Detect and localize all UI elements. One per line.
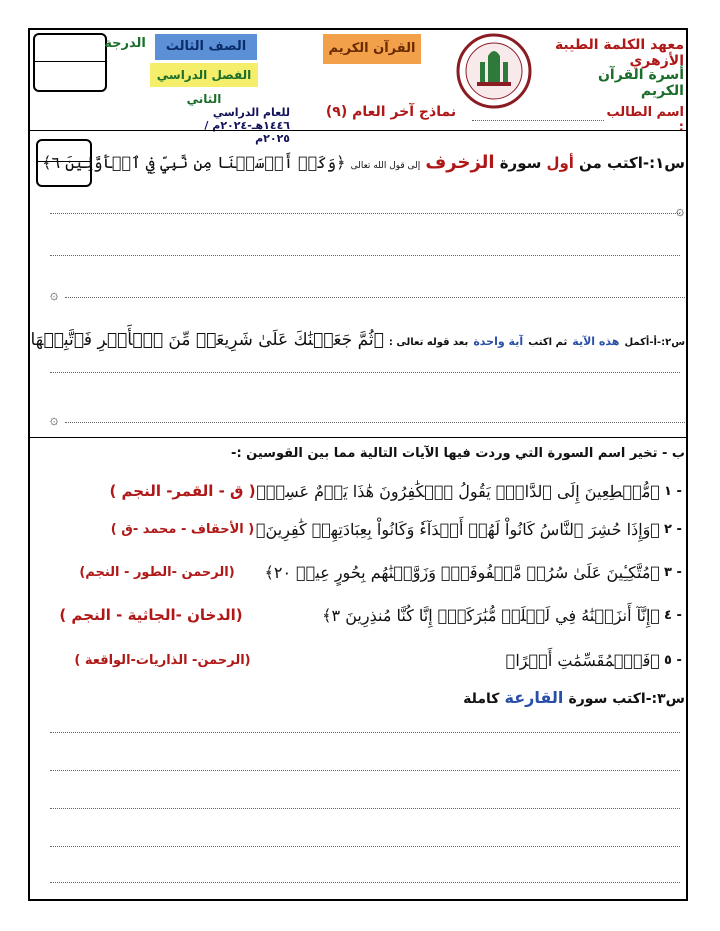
q1-surah-word: سورة	[499, 154, 542, 172]
q3-line	[380, 688, 685, 707]
q2b-instruction: ب - تخير اسم السورة التي وردت فيها الآيات التالية مما بين القوسين :-	[231, 446, 685, 461]
q2b-item-2-number: ٢ -	[664, 522, 682, 537]
institute-logo	[455, 32, 533, 110]
q2a-one-verse: آية واحدة	[473, 335, 524, 348]
q2a-verse: ﴿ثُمَّ جَعَلۡنَٰكَ عَلَىٰ شَرِيعَةٖ مِّنَ ٱلۡأَمۡرِ فَٱتَّبِعۡهَا	[30, 330, 384, 350]
q2b-item-1-verse: ﴿مُّهۡطِعِينَ إِلَى ٱلدَّاعِۖ يَقُولُ ٱلۡكَٰفِرُونَ هَٰذَا يَوۡمٌ عَسِرٞ﴾	[256, 482, 660, 501]
q1-prefix: س١:-اكتب من	[579, 154, 685, 172]
q3-suffix: كاملة	[463, 691, 500, 707]
term-badge: الفصل الدراسي الثاني	[150, 63, 258, 87]
institute-name: معهد الكلمة الطيبة الأزهري	[554, 37, 684, 69]
q1-line	[42, 152, 685, 173]
academic-year: للعام الدراسي ١٤٤٦هـ-٢٠٢٤م /٢٠٢٥م	[204, 106, 290, 145]
q2b-item-5-choices: (الرحمن- الذاريات-الواقعة )	[74, 653, 251, 668]
q1-verse: ﴿وَكَمۡ أَرۡسَلۡنَا مِن نَّبِيّٖ فِي ٱلۡأَوَّلِينَ ٦﴾	[42, 153, 346, 172]
q2a-line	[30, 330, 685, 350]
student-name-line	[472, 120, 604, 121]
q2a-prefix: س٢:-أ-أكمل	[624, 337, 685, 348]
q2a-answer-line-2	[65, 422, 685, 423]
q3-answer-line-2	[50, 770, 680, 771]
q1-answer-line-3	[65, 297, 685, 298]
grade-box	[33, 33, 107, 92]
q2b-item-5-number: ٥ -	[664, 653, 682, 668]
q1-surah-name: الزخرف	[425, 152, 495, 173]
q1-ornament-1: ۞	[676, 203, 685, 219]
q3-surah-name: القارعة	[504, 688, 564, 707]
class-level-badge: الصف الثالث	[155, 34, 257, 60]
q2b-item-1-choices: ( ق - القمر- النجم )	[109, 482, 256, 500]
q2a-after: بعد قوله تعالى :	[388, 337, 469, 348]
q2b-item-4-choices: (الدخان -الجاثية - النجم )	[59, 606, 243, 624]
q2b-item-5-verse: ﴿فَٱلۡمُقَسِّمَٰتِ أَمۡرًا﴾	[505, 651, 660, 670]
student-name-label: اسم الطالب :	[606, 105, 684, 135]
q2b-item-4-verse: ﴿إِنَّآ أَنزَلۡنَٰهُ فِي لَيۡلَةٖ مُّبَٰرَكَةٍۚ إِنَّا كُنَّا مُنذِرِينَ ٣﴾	[322, 606, 660, 625]
department-name: أسرة القرآن الكريم	[597, 67, 684, 99]
q3-answer-line-1	[50, 732, 680, 733]
section-divider	[28, 437, 688, 438]
q3-answer-line-5	[50, 882, 680, 883]
q2b-item-2-verse: ﴿وَإِذَا حُشِرَ ٱلنَّاسُ كَانُواْ لَهُمۡ أَعۡدَآءٗ وَكَانُواْ بِعِبَادَتِهِمۡ كَٰفِرِينَ﴾	[255, 520, 660, 539]
q3-answer-line-4	[50, 846, 680, 847]
q2b-item-2-choices: ( الأحقاف - محمد -ق )	[110, 522, 255, 537]
grade-label: الدرجة	[104, 36, 146, 51]
q2b-item-3-number: ٣ -	[664, 565, 682, 580]
exam-title: نماذج آخر العام (٩)	[325, 104, 457, 120]
q1-answer-line-1	[50, 213, 680, 214]
q2b-item-3-verse: ﴿مُتَّكِـِٔينَ عَلَىٰ سُرُرٖ مَّصۡفُوفَةٖۖ وَزَوَّجۡنَٰهُم بِحُورٍ عِينٖ ٢٠﴾	[264, 563, 660, 582]
q1-small-text: إلى قول الله تعالى	[350, 161, 421, 171]
q2a-ornament: ۞	[50, 412, 59, 428]
subject-badge: القرآن الكريم	[323, 34, 421, 64]
q2a-then: ثم اكتب	[528, 337, 568, 348]
q2b-item-3-choices: (الرحمن -الطور - النجم)	[79, 565, 235, 580]
q1-answer-line-2	[50, 255, 680, 256]
q1-ornament-2: ۞	[50, 287, 59, 303]
q3-answer-line-3	[50, 808, 680, 809]
q2b-item-1-number: ١ -	[664, 484, 682, 499]
q2b-item-4-number: ٤ -	[664, 608, 682, 623]
q2a-answer-line-1	[50, 372, 680, 373]
header-divider	[28, 130, 688, 131]
q2a-this-verse: هذه الآية	[572, 335, 620, 348]
q3-prefix: س٣:-اكتب سورة	[568, 691, 685, 707]
q1-keyword-first: أول	[546, 154, 574, 172]
